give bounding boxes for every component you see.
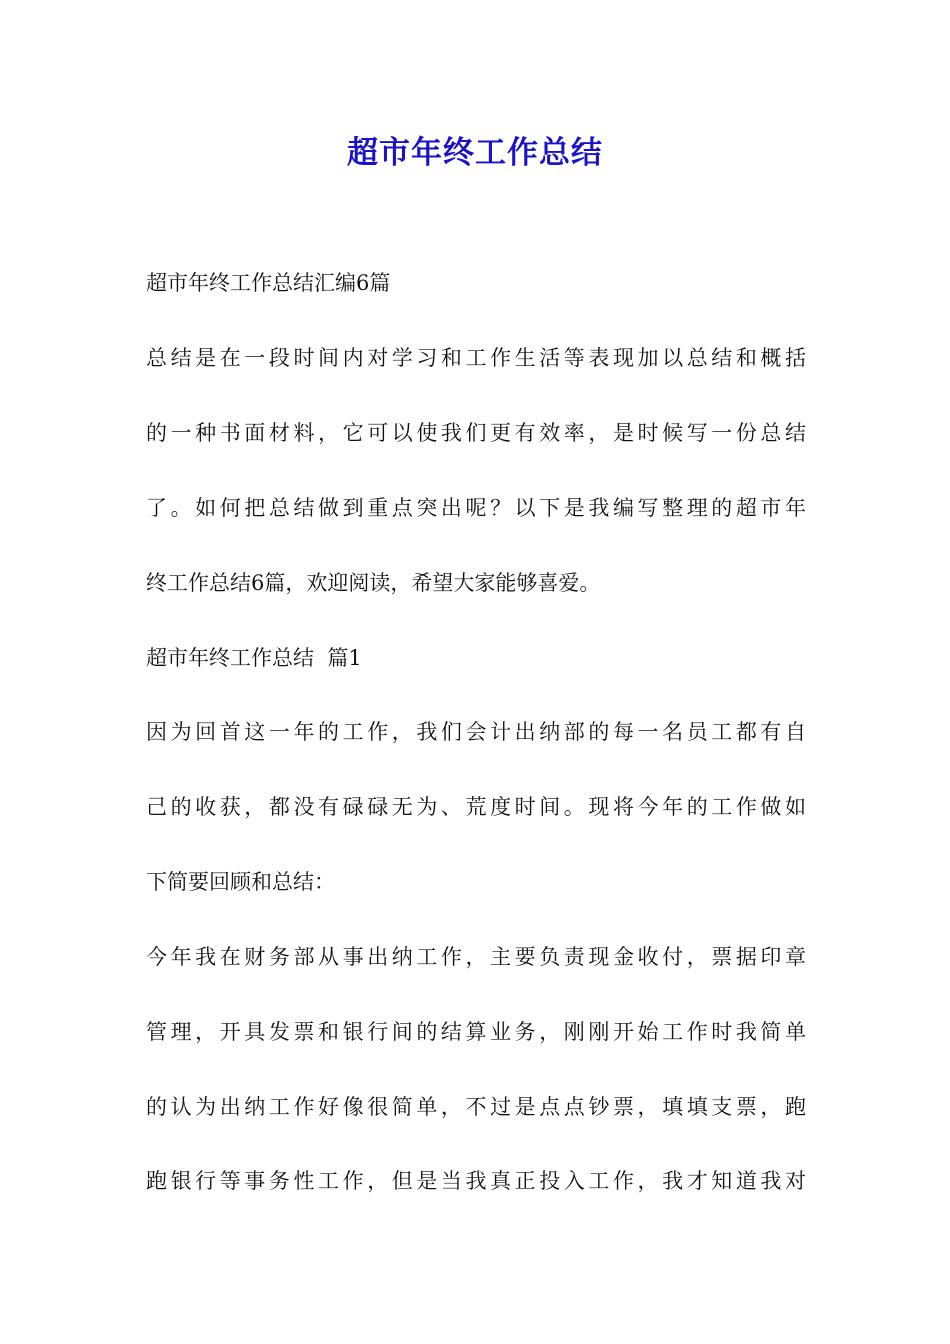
- section-heading: 超市年终工作总结 篇1: [146, 646, 362, 670]
- text-line: 己的收获，都没有碌碌无为、荒度时间。现将今年的工作做如: [146, 795, 806, 819]
- text-line: 今年我在财务部从事出纳工作，主要负责现金收付，票据印章: [146, 945, 806, 969]
- text-line: 管理，开具发票和银行间的结算业务，刚刚开始工作时我简单: [146, 1020, 806, 1044]
- text-line: 总结是在一段时间内对学习和工作生活等表现加以总结和概括: [146, 346, 806, 370]
- text-line: 跑银行等事务性工作，但是当我真正投入工作，我才知道我对: [146, 1169, 806, 1193]
- text-line: 下简要回顾和总结：: [146, 870, 335, 894]
- text-line: 的认为出纳工作好像很简单，不过是点点钞票，填填支票，跑: [146, 1095, 806, 1119]
- text-line: 了。如何把总结做到重点突出呢？以下是我编写整理的超市年: [146, 496, 806, 520]
- text-line: 终工作总结6篇，欢迎阅读，希望大家能够喜爱。: [146, 571, 601, 595]
- document-title: 超市年终工作总结: [347, 135, 603, 171]
- text-line: 因为回首这一年的工作，我们会计出纳部的每一名员工都有自: [146, 720, 806, 744]
- subtitle-line: 超市年终工作总结汇编6篇: [146, 271, 391, 295]
- text-line: 的一种书面材料，它可以使我们更有效率，是时候写一份总结: [146, 421, 806, 445]
